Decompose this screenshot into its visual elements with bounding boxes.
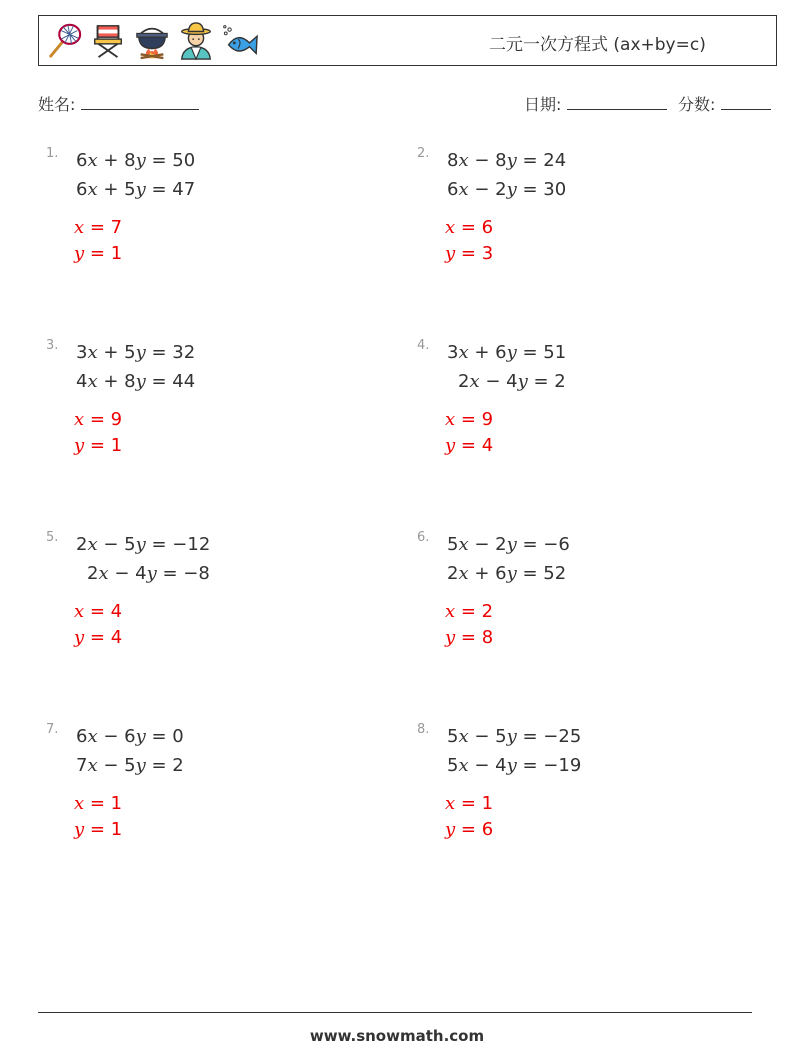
- answer-x: x = 6: [445, 217, 494, 238]
- equation-2: 4x + 8y = 44: [76, 371, 196, 392]
- answer-x: x = 1: [74, 793, 123, 814]
- footer-divider: [38, 1012, 752, 1013]
- answer-y: y = 4: [74, 627, 123, 648]
- answer-x: x = 1: [445, 793, 494, 814]
- problem-number: 4.: [417, 338, 430, 353]
- worksheet-header: [38, 15, 777, 66]
- problem-5: [46, 530, 386, 700]
- problem-number: 6.: [417, 530, 430, 545]
- problem-number: 2.: [417, 146, 430, 161]
- date-label: 日期:: [524, 95, 562, 114]
- equation-1: 6x − 6y = 0: [76, 726, 184, 747]
- header-icons: [45, 20, 259, 62]
- answer-y: y = 8: [445, 627, 494, 648]
- answer-y: y = 3: [445, 243, 494, 264]
- equation-2: 6x − 2y = 30: [447, 179, 567, 200]
- equation-2: 6x + 5y = 47: [76, 179, 196, 200]
- equation-1: 2x − 5y = −12: [76, 534, 211, 555]
- score-blank[interactable]: [721, 95, 771, 110]
- problem-number: 8.: [417, 722, 430, 737]
- equation-2: 2x + 6y = 52: [447, 563, 567, 584]
- worksheet-title: 二元一次方程式 (ax+by=c): [489, 35, 706, 55]
- footer-site[interactable]: www.snowmath.com: [309, 1027, 485, 1045]
- answer-x: x = 9: [74, 409, 123, 430]
- problem-8: [417, 722, 757, 892]
- problem-6: [417, 530, 757, 700]
- score-field: [678, 92, 771, 115]
- equation-2: 2x − 4y = 2: [458, 371, 566, 392]
- answer-y: y = 4: [445, 435, 494, 456]
- equation-1: 5x − 5y = −25: [447, 726, 582, 747]
- problem-4: [417, 338, 757, 508]
- equation-1: 5x − 2y = −6: [447, 534, 570, 555]
- equation-2: 2x − 4y = −8: [87, 563, 210, 584]
- problem-7: [46, 722, 386, 892]
- problem-number: 1.: [46, 146, 59, 161]
- name-label: 姓名:: [38, 95, 76, 114]
- equation-1: 8x − 8y = 24: [447, 150, 567, 171]
- equation-1: 3x + 6y = 51: [447, 342, 567, 363]
- problem-number: 3.: [46, 338, 59, 353]
- name-blank[interactable]: [81, 95, 199, 110]
- equation-1: 3x + 5y = 32: [76, 342, 196, 363]
- answer-y: y = 1: [74, 819, 123, 840]
- name-field: [38, 92, 199, 115]
- problem-2: [417, 146, 757, 316]
- answer-y: y = 6: [445, 819, 494, 840]
- answer-x: x = 4: [74, 601, 123, 622]
- problem-3: [46, 338, 386, 508]
- chair-icon: [89, 21, 127, 61]
- problem-number: 7.: [46, 722, 59, 737]
- date-field: [524, 92, 667, 115]
- problem-number: 5.: [46, 530, 59, 545]
- answer-x: x = 2: [445, 601, 494, 622]
- problem-1: [46, 146, 386, 316]
- answer-y: y = 1: [74, 435, 123, 456]
- date-blank[interactable]: [567, 95, 667, 110]
- answer-x: x = 9: [445, 409, 494, 430]
- equation-1: 6x + 8y = 50: [76, 150, 196, 171]
- answer-y: y = 1: [74, 243, 123, 264]
- fisher-icon: [177, 21, 215, 61]
- score-label: 分数:: [678, 95, 716, 114]
- fish-icon: [221, 21, 259, 61]
- net-icon: [45, 21, 83, 61]
- equation-2: 7x − 5y = 2: [76, 755, 184, 776]
- answer-x: x = 7: [74, 217, 123, 238]
- pot-icon: [133, 21, 171, 61]
- equation-2: 5x − 4y = −19: [447, 755, 582, 776]
